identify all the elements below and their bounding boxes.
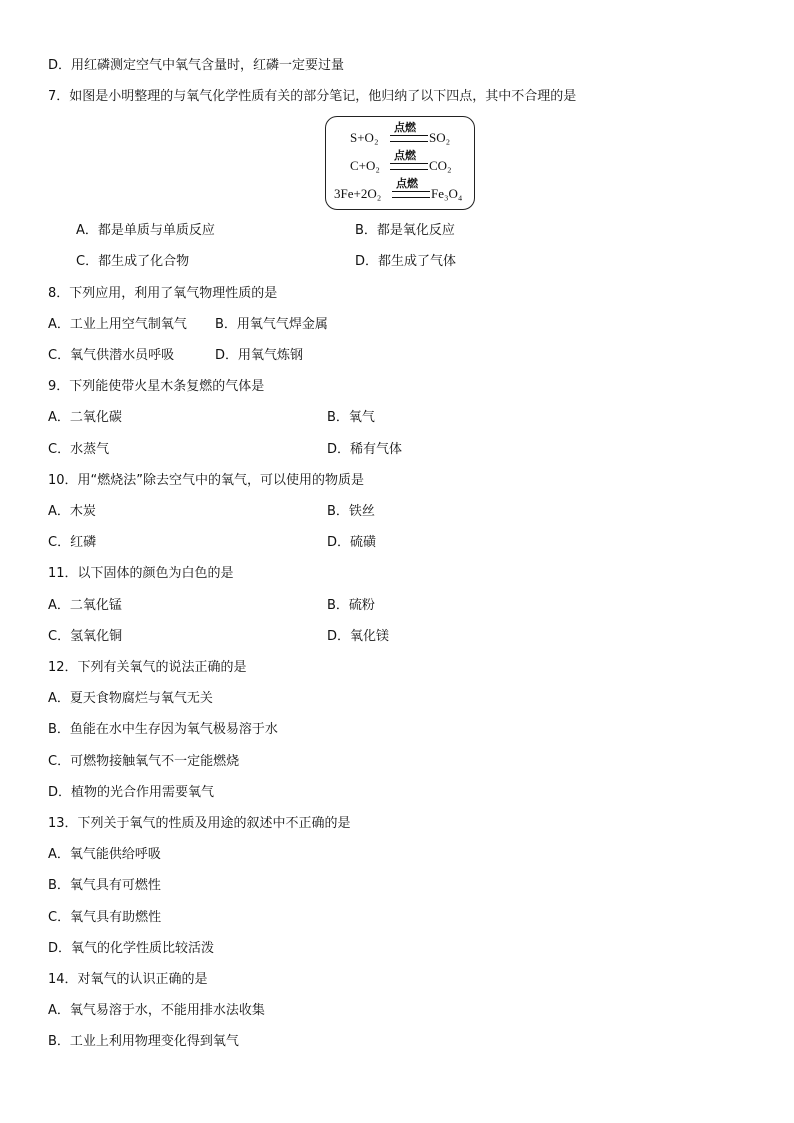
q8-stem: 8．下列应用，利用了氧气物理性质的是 (48, 286, 278, 301)
q13-option-c: C．氧气具有助燃性 (48, 910, 162, 925)
equation-sulfur (326, 119, 474, 147)
equation-lhs: C+O₂ (350, 158, 380, 173)
equals-bars (390, 135, 428, 142)
q12-option-b: B．鱼能在水中生存因为氧气极易溶于水 (48, 722, 278, 737)
q11-option-d: D．氧化镁 (327, 629, 390, 644)
q7-stem: 7．如图是小明整理的与氧气化学性质有关的部分笔记，他归纳了以下四点，其中不合理的是 (48, 89, 577, 104)
q7-option-a: A．都是单质与单质反应 (76, 223, 215, 238)
q9-option-a: A．二氧化碳 (48, 410, 122, 425)
q9-stem: 9．下列能使带火星木条复燃的气体是 (48, 379, 265, 394)
q14-option-a: A．氧气易溶于水，不能用排水法收集 (48, 1003, 265, 1018)
q11-option-b: B．硫粉 (327, 598, 375, 613)
equation-carbon (326, 147, 474, 175)
q8-option-d: D．用氧气炼钢 (215, 348, 304, 363)
reaction-notes-box (325, 116, 475, 210)
q10-option-b: B．铁丝 (327, 504, 375, 519)
equals-bars (392, 191, 430, 198)
q10-option-a: A．木炭 (48, 504, 96, 519)
q12-option-c: C．可燃物接触氧气不一定能燃烧 (48, 754, 240, 769)
q10-option-c: C．红磷 (48, 535, 97, 550)
q6-option-d: D．用红磷测定空气中氧气含量时，红磷一定要过量 (48, 58, 345, 73)
q12-stem: 12．下列有关氧气的说法正确的是 (48, 660, 247, 675)
q11-option-c: C．氢氧化铜 (48, 629, 123, 644)
q10-stem: 10．用“燃烧法”除去空气中的氧气，可以使用的物质是 (48, 473, 365, 488)
q11-option-a: A．二氧化锰 (48, 598, 122, 613)
equation-lhs: S+O₂ (350, 130, 379, 145)
q13-stem: 13．下列关于氧气的性质及用途的叙述中不正确的是 (48, 816, 351, 831)
equation-condition: 点燃 (394, 121, 416, 134)
equation-condition: 点燃 (396, 177, 418, 190)
equation-rhs: CO₂ (429, 158, 452, 173)
q8-option-a: A．工业上用空气制氧气 (48, 317, 187, 332)
equation-rhs: Fe₃O₄ (431, 186, 463, 201)
q8-option-b: B．用氧气气焊金属 (215, 317, 328, 332)
q13-option-b: B．氧气具有可燃性 (48, 878, 161, 893)
q10-option-d: D．硫磺 (327, 535, 377, 550)
q9-option-d: D．稀有气体 (327, 442, 403, 457)
equation-lhs: 3Fe+2O₂ (334, 186, 382, 201)
q7-option-c: C．都生成了化合物 (76, 254, 190, 269)
q9-option-c: C．水蒸气 (48, 442, 110, 457)
q9-option-b: B．氧气 (327, 410, 375, 425)
equation-iron (326, 175, 474, 203)
q11-stem: 11．以下固体的颜色为白色的是 (48, 566, 234, 581)
q7-option-b: B．都是氧化反应 (355, 223, 455, 238)
q14-stem: 14．对氧气的认识正确的是 (48, 972, 208, 987)
q8-option-c: C．氧气供潜水员呼吸 (48, 348, 175, 363)
q12-option-d: D．植物的光合作用需要氧气 (48, 785, 215, 800)
equation-rhs: SO₂ (429, 130, 451, 145)
equals-bars (390, 163, 428, 170)
q13-option-a: A．氧气能供给呼吸 (48, 847, 161, 862)
q7-option-d: D．都生成了气体 (355, 254, 457, 269)
q14-option-b: B．工业上利用物理变化得到氧气 (48, 1034, 239, 1049)
q13-option-d: D．氧气的化学性质比较活泼 (48, 941, 215, 956)
equation-condition: 点燃 (394, 149, 416, 162)
q12-option-a: A．夏天食物腐烂与氧气无关 (48, 691, 213, 706)
